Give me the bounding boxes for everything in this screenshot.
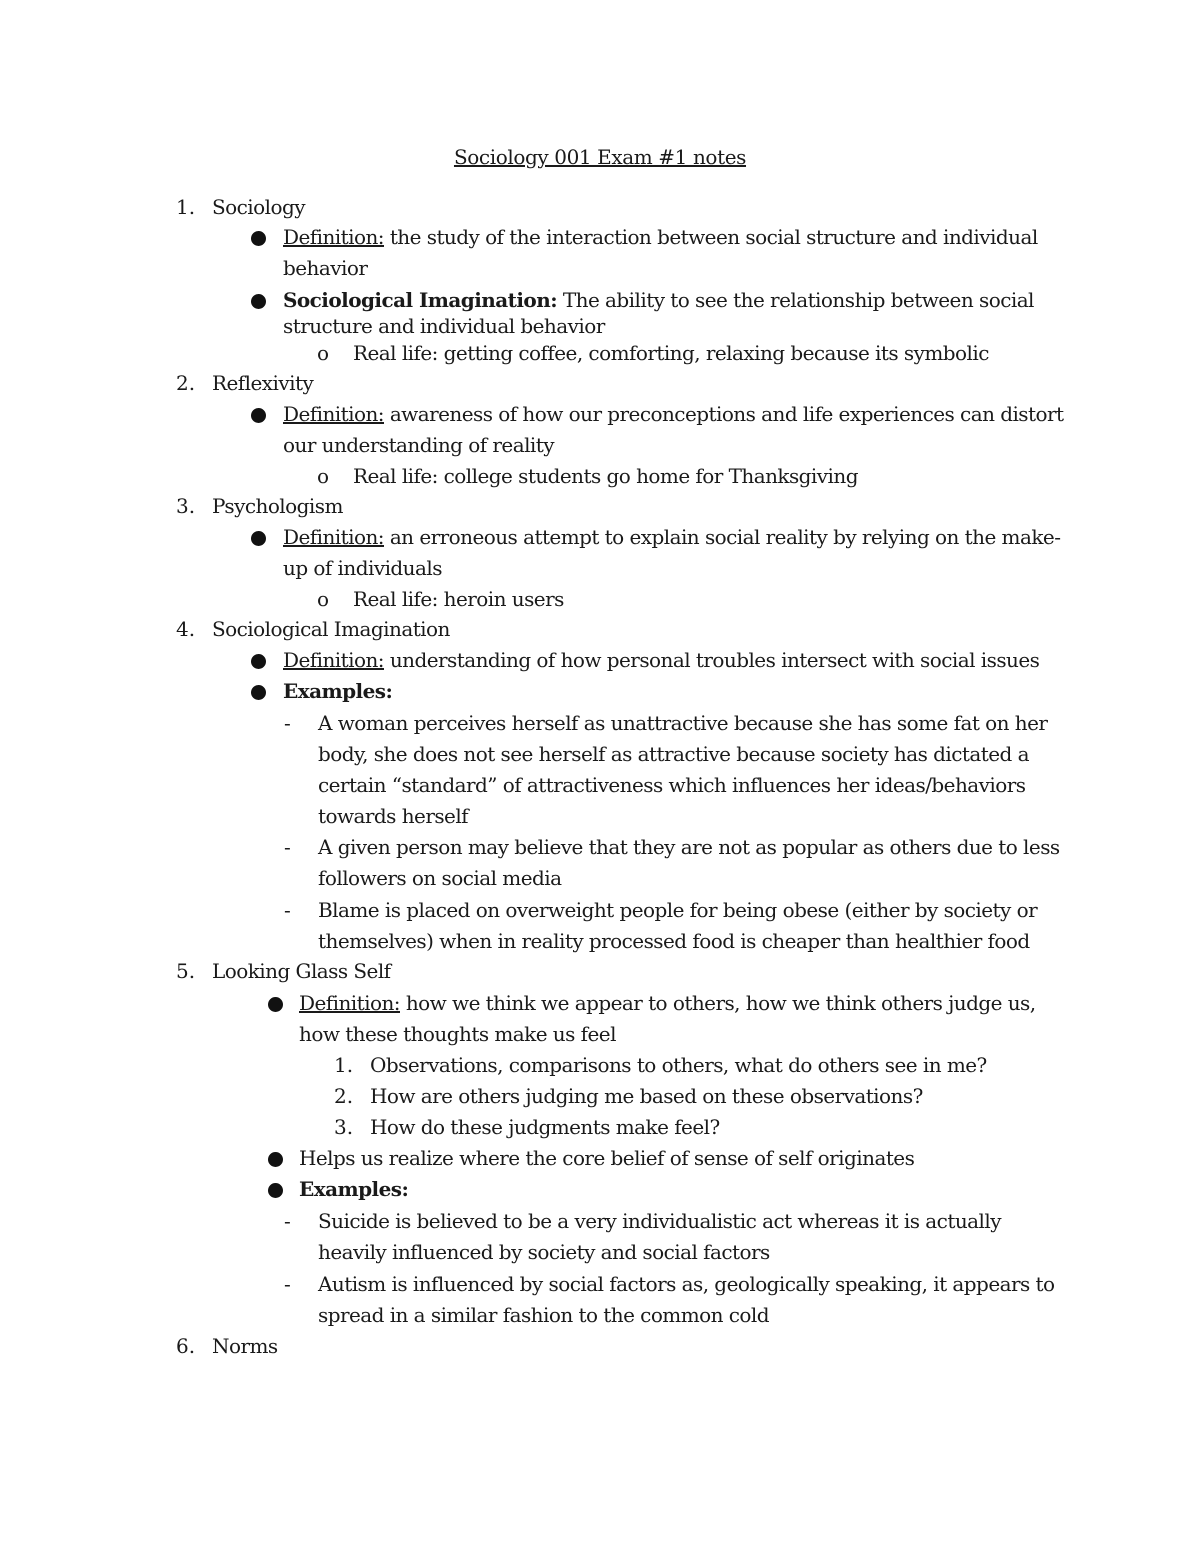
section-number: 6.: [176, 1334, 196, 1358]
bullet-icon: [251, 294, 266, 309]
definition-label: Definition:: [299, 991, 400, 1015]
circle-bullet-icon: o: [317, 464, 330, 488]
step-number: 3.: [334, 1115, 354, 1139]
section-number: 4.: [176, 617, 196, 641]
definition-text: our understanding of reality: [283, 433, 554, 457]
real-life-example: Real life: college students go home for Thanksgiving: [353, 464, 858, 488]
definition-line: [283, 400, 1064, 428]
example-text: A woman perceives herself as unattractive because she has some fat on her: [318, 711, 1048, 735]
example-text: certain “standard” of attractiveness which influences her ideas/behaviors: [318, 773, 1026, 797]
real-life-example: Real life: getting coffee, comforting, relaxing because its symbolic: [353, 341, 989, 365]
bullet-icon: [268, 1183, 283, 1198]
definition-line: [283, 523, 1060, 551]
definition-text: behavior: [283, 256, 368, 280]
section-heading: Psychologism: [212, 494, 343, 518]
bullet-icon: [251, 654, 266, 669]
term-text: structure and individual behavior: [283, 314, 605, 338]
bullet-icon: [268, 1152, 283, 1167]
term-text: The ability to see the relationship between social: [562, 288, 1034, 312]
example-text: Blame is placed on overweight people for being obese (either by society or: [318, 898, 1038, 922]
circle-bullet-icon: o: [317, 587, 330, 611]
step-number: 1.: [334, 1053, 354, 1077]
bullet-icon: [251, 531, 266, 546]
definition-label: Definition:: [283, 525, 384, 549]
example-text: towards herself: [318, 804, 469, 828]
bullet-text: Helps us realize where the core belief of sense of self originates: [299, 1146, 915, 1170]
definition-text: the study of the interaction between social structure and individual: [389, 225, 1038, 249]
dash-bullet-icon: -: [284, 1209, 291, 1233]
section-heading: Sociology: [212, 195, 305, 219]
definition-label: Definition:: [283, 225, 384, 249]
dash-bullet-icon: -: [284, 711, 291, 735]
dash-bullet-icon: -: [284, 835, 291, 859]
definition-text: an erroneous attempt to explain social reality by relying on the make-: [389, 525, 1061, 549]
dash-bullet-icon: -: [284, 1272, 291, 1296]
example-text: A given person may believe that they are not as popular as others due to less: [318, 835, 1060, 859]
section-number: 1.: [176, 195, 196, 219]
definition-text: how we think we appear to others, how we think others judge us,: [405, 991, 1036, 1015]
definition-text: how these thoughts make us feel: [299, 1022, 616, 1046]
dash-bullet-icon: -: [284, 898, 291, 922]
example-text: spread in a similar fashion to the common cold: [318, 1303, 770, 1327]
section-heading: Norms: [212, 1334, 278, 1358]
example-text: heavily influenced by society and social factors: [318, 1240, 770, 1264]
section-heading: Sociological Imagination: [212, 617, 450, 641]
definition-text: understanding of how personal troubles intersect with social issues: [389, 648, 1040, 672]
example-text: Suicide is believed to be a very individualistic act whereas it is actually: [318, 1209, 1001, 1233]
section-number: 5.: [176, 959, 196, 983]
example-text: themselves) when in reality processed food is cheaper than healthier food: [318, 929, 1030, 953]
step-number: 2.: [334, 1084, 354, 1108]
definition-text: awareness of how our preconceptions and life experiences can distort: [389, 402, 1064, 426]
section-heading: Reflexivity: [212, 371, 314, 395]
example-text: followers on social media: [318, 866, 562, 890]
definition-label: Definition:: [283, 402, 384, 426]
definition-line: [283, 646, 1039, 674]
real-life-example: Real life: heroin users: [353, 587, 564, 611]
bullet-icon: [251, 408, 266, 423]
section-number: 2.: [176, 371, 196, 395]
section-heading: Looking Glass Self: [212, 959, 391, 983]
step-text: Observations, comparisons to others, what do others see in me?: [370, 1053, 987, 1077]
examples-label: Examples:: [299, 1177, 409, 1201]
bullet-icon: [268, 997, 283, 1012]
step-text: How do these judgments make feel?: [370, 1115, 720, 1139]
examples-label: Examples:: [283, 679, 393, 703]
bullet-icon: [251, 231, 266, 246]
definition-text: up of individuals: [283, 556, 442, 580]
step-text: How are others judging me based on these observations?: [370, 1084, 923, 1108]
term-line: [283, 286, 1034, 314]
example-text: Autism is influenced by social factors as, geologically speaking, it appears to: [318, 1272, 1055, 1296]
definition-line: [299, 989, 1036, 1017]
page-title: Sociology 001 Exam #1 notes: [453, 145, 747, 169]
definition-label: Definition:: [283, 648, 384, 672]
circle-bullet-icon: o: [317, 341, 330, 365]
section-number: 3.: [176, 494, 196, 518]
example-text: body, she does not see herself as attractive because society has dictated a: [318, 742, 1029, 766]
definition-line: [283, 223, 1038, 251]
bullet-icon: [251, 685, 266, 700]
term-label: Sociological Imagination:: [283, 288, 558, 312]
